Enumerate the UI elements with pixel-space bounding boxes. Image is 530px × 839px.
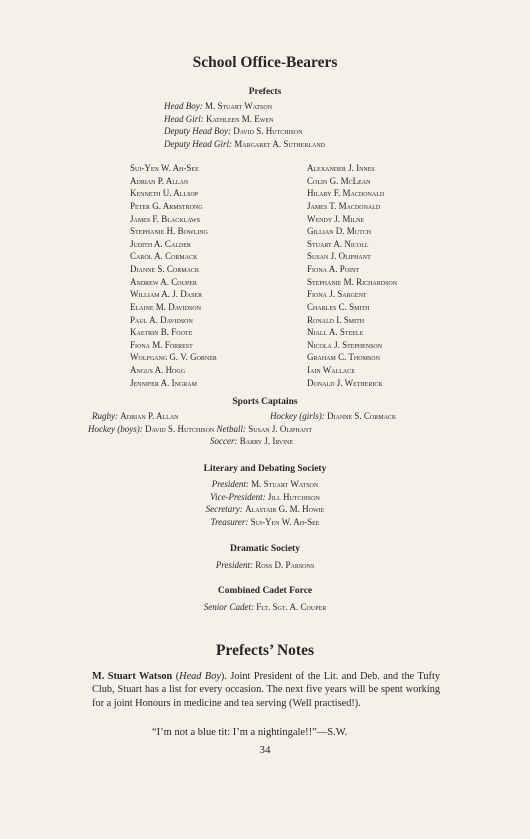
list-item: Andrew A. Couper bbox=[130, 276, 197, 287]
list-item: Alexander J. Innes bbox=[307, 163, 375, 173]
netball-line: Netball: Susan J. Oliphant bbox=[216, 423, 313, 434]
senior-cadet-line: Senior Cadet: Flt. Sgt. A. Couper bbox=[203, 602, 327, 612]
hockey-girls-line: Hockey (girls): Dianne S. Cormack bbox=[270, 411, 397, 421]
dramatic-society-heading: Dramatic Society bbox=[230, 544, 300, 554]
note-name: M. Stuart Watson bbox=[92, 671, 173, 682]
list-item: Stuart A. Nicoll bbox=[307, 238, 369, 249]
note-quote: “I’m not a blue tit: I’m a nightingale!!”—S.W. bbox=[152, 727, 348, 738]
list-item: Graham C. Thomson bbox=[307, 352, 380, 363]
deputy-head-girl-line: Deputy Head Girl: Margaret A. Sutherland bbox=[164, 138, 325, 149]
sports-row-2 bbox=[88, 423, 436, 436]
list-item: Niall A. Steele bbox=[307, 327, 364, 338]
list-item: Fiona A. Point bbox=[307, 264, 360, 274]
list-item: Stephanie M. Richardson bbox=[307, 276, 398, 287]
list-item: Kaetrin B. Foote bbox=[130, 327, 193, 338]
prefects-notes-title: Prefects’ Notes bbox=[216, 642, 314, 659]
page-title: School Office-Bearers bbox=[192, 54, 338, 71]
prefect-office-list bbox=[164, 100, 325, 150]
dramatic-president-line: President: Ross D. Parsons bbox=[215, 560, 315, 570]
cadet-force-heading: Combined Cadet Force bbox=[217, 586, 313, 596]
prefects-left-column bbox=[130, 162, 217, 389]
list-item: Carol A. Cormack bbox=[130, 251, 198, 262]
hockey-boys-line: Hockey (boys): David S. Hutchison bbox=[88, 423, 215, 434]
page-number: 34 bbox=[259, 744, 271, 756]
literary-secretary-line: Secretary: Alastair G. M. Howie bbox=[205, 504, 325, 515]
deputy-head-boy-line: Deputy Head Boy: David S. Hutchison bbox=[164, 126, 303, 137]
list-item: William A. J. Daser bbox=[130, 289, 203, 300]
list-item: Kenneth U. Allsop bbox=[130, 188, 199, 199]
list-item: Stephanie H. Bowling bbox=[130, 226, 208, 237]
sports-captains-block bbox=[88, 410, 440, 448]
literary-society-heading: Literary and Debating Society bbox=[203, 464, 327, 474]
list-item: Hilary F. Macdonald bbox=[307, 188, 385, 199]
list-item: Gillian D. Mutch bbox=[307, 226, 372, 237]
list-item: Nicola J. Stephenson bbox=[307, 339, 383, 350]
literary-society-block bbox=[0, 478, 530, 528]
list-item: Donald J. Wetherick bbox=[307, 377, 383, 388]
list-item: Adrian P. Allan bbox=[130, 175, 189, 186]
literary-president-line: President: M. Stuart Watson bbox=[211, 479, 319, 489]
head-boy-line: Head Boy: M. Stuart Watson bbox=[164, 101, 273, 111]
prefects-heading: Prefects bbox=[248, 87, 282, 97]
sports-captains-heading: Sports Captains bbox=[232, 397, 298, 407]
list-item: Susan J. Oliphant bbox=[307, 251, 371, 262]
literary-treasurer-line: Treasurer: Sui-Yen W. Ah-See bbox=[210, 516, 320, 527]
soccer-line: Soccer: Barry J. Irvine bbox=[210, 436, 294, 447]
literary-vice-president-line: Vice-President: Jill Hutchison bbox=[210, 491, 320, 502]
list-item: Colin G. McLean bbox=[307, 175, 371, 186]
list-item: Sui-Yen W. Ah-See bbox=[130, 163, 199, 173]
list-item: Charles C. Smith bbox=[307, 301, 370, 312]
list-item: Peter G. Armstrong bbox=[130, 200, 203, 211]
prefect-note-paragraph: M. Stuart Watson (Head Boy). Joint President of the Lit. and Deb. and the Tufty Club, Stuart has a list for every occasion. The next five years will be spent working for a joint Honours in medicine and tea serving (Well practised!). bbox=[92, 671, 440, 709]
list-item: James T. Macdonald bbox=[307, 200, 381, 211]
list-item: Wolfgang G. V. Gorner bbox=[130, 352, 217, 363]
sports-row-1 bbox=[92, 410, 440, 423]
list-item: Ronald I. Smith bbox=[307, 314, 365, 325]
list-item: Judith A. Calder bbox=[130, 238, 191, 249]
list-item: Elaine M. Davidson bbox=[130, 301, 201, 312]
prefects-right-column bbox=[307, 162, 397, 389]
list-item: Wendy J. Milne bbox=[307, 213, 365, 224]
rugby-line: Rugby: Adrian P. Allan bbox=[92, 411, 179, 421]
head-girl-line: Head Girl: Kathleen M. Ewen bbox=[164, 113, 274, 124]
list-item: Dianne S. Cormack bbox=[130, 264, 200, 274]
list-item: Fiona J. Sargent bbox=[307, 289, 367, 300]
list-item: Angus A. Hogg bbox=[130, 365, 186, 375]
list-item: Fiona M. Forrest bbox=[130, 339, 193, 350]
list-item: Iain Wallace bbox=[307, 365, 355, 375]
list-item: James F. Blacklaws bbox=[130, 213, 201, 224]
list-item: Paul A. Davidson bbox=[130, 314, 193, 325]
list-item: Jennifer A. Ingram bbox=[130, 377, 197, 388]
